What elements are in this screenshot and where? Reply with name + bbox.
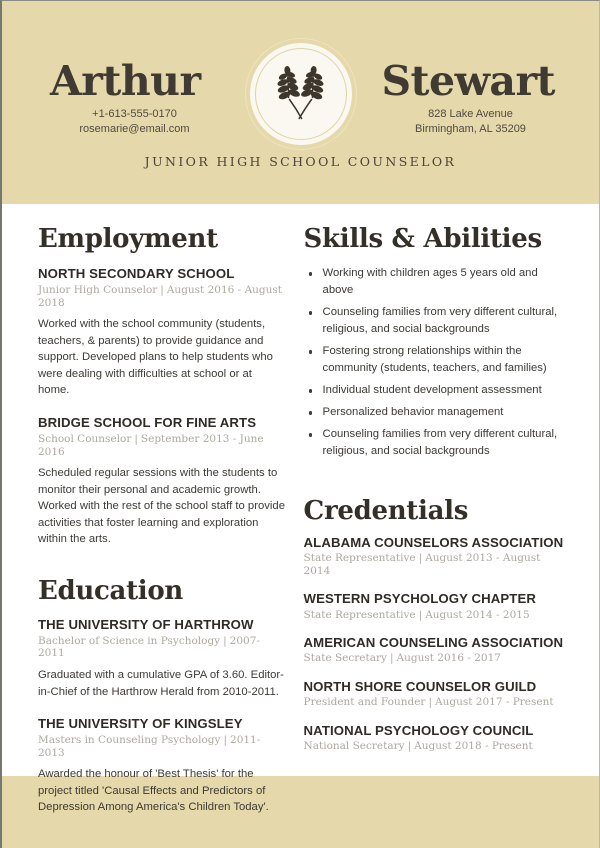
employment-description: Scheduled regular sessions with the students to monitor their personal and academic growth. Worked with the rest of the school staff to provide activities that foster learning and exploration within the arts. xyxy=(38,467,285,546)
credential-meta xyxy=(304,652,569,665)
meta-separator: | xyxy=(160,284,164,297)
meta-separator: | xyxy=(389,652,394,665)
education-description: Awarded the honour of 'Best Thesis' for the project titled 'Causal Effects and Predictors of Depression Among America's Children Today'. xyxy=(38,768,269,814)
skill-item: Counseling families from very different cultural, religious, and social backgrounds xyxy=(304,426,569,460)
first-name: Arthur xyxy=(50,56,201,105)
credential-meta xyxy=(304,609,569,622)
city-state-zip: Birmingham, AL 35209 xyxy=(415,123,526,135)
job-title: JUNIOR HIGH SCHOOL COUNSELOR xyxy=(144,154,457,169)
education-meta xyxy=(38,734,286,759)
credential-role: National Secretary xyxy=(303,739,405,752)
credential-org: AMERICAN COUNSELING ASSOCIATION xyxy=(303,635,564,651)
credential-entry xyxy=(304,723,569,753)
section-title-skills: Skills & Abilities xyxy=(303,224,542,254)
education-degree: Bachelor of Science in Psychology xyxy=(38,634,221,647)
education-meta xyxy=(38,635,286,660)
street-address: 828 Lake Avenue xyxy=(428,108,513,120)
education-entry xyxy=(38,617,286,700)
employment-role: Junior High Counselor xyxy=(38,284,158,297)
contact-left xyxy=(32,107,227,137)
credential-meta xyxy=(304,552,569,577)
phone-number: +1-613-555-0170 xyxy=(92,108,177,120)
meta-separator: | xyxy=(134,433,138,446)
employment-dates: September 2013 - June 2016 xyxy=(38,433,264,458)
left-column xyxy=(22,224,304,814)
credential-org: ALABAMA COUNSELORS ASSOCIATION xyxy=(303,535,564,550)
credential-dates: August 2014 - 2015 xyxy=(425,608,530,621)
skill-item: Individual student development assessment xyxy=(304,382,569,399)
credential-entry xyxy=(304,635,569,665)
education-dates: 2007-2011 xyxy=(38,634,260,660)
education-description: Graduated with a cumulative GPA of 3.60. Editor-in-Chief of the Harthrow Herald from 2010-2011. xyxy=(38,669,284,698)
resume-body xyxy=(2,204,599,814)
employment-dates: August 2016 - August 2018 xyxy=(38,284,283,309)
credential-dates: August 2013 - August 2014 xyxy=(303,552,541,577)
meta-separator: | xyxy=(418,608,423,621)
credential-dates: August 2017 - Present xyxy=(435,696,554,709)
section-title-education: Education xyxy=(38,575,184,606)
credential-org: NORTH SHORE COUNSELOR GUILD xyxy=(303,678,537,694)
section-title-credentials: Credentials xyxy=(303,496,469,526)
section-title-employment: Employment xyxy=(38,224,218,254)
credential-role: State Secretary xyxy=(303,652,387,665)
skill-item: Personalized behavior management xyxy=(304,404,569,421)
education-degree: Masters in Counseling Psychology xyxy=(38,734,221,747)
name-row xyxy=(2,1,599,111)
credential-org: NATIONAL PSYCHOLOGY COUNCIL xyxy=(303,722,534,738)
last-name: Stewart xyxy=(381,56,555,105)
email-address[interactable]: rosemarie@email.com xyxy=(79,123,190,135)
employment-org: NORTH SECONDARY SCHOOL xyxy=(38,266,235,281)
employment-meta xyxy=(38,433,286,458)
employment-entry xyxy=(38,266,286,399)
credential-role: President and Founder xyxy=(303,696,426,709)
employment-entry xyxy=(38,415,286,548)
employment-description: Worked with the school community (students, teachers, & parents) to provide guidance and support. Developed plans to help students who were dealing with difficulties at school or at home. xyxy=(38,318,273,397)
skills-list xyxy=(304,265,569,460)
skill-item: Counseling families from very different cultural, religious, and social backgrounds xyxy=(304,304,569,338)
credential-entry xyxy=(304,591,569,621)
resume-header xyxy=(2,1,599,204)
education-org: THE UNIVERSITY OF HARTHROW xyxy=(38,616,254,632)
credential-entry xyxy=(304,535,569,577)
credential-dates: August 2016 - 2017 xyxy=(396,652,501,665)
skill-item: Working with children ages 5 years old and above xyxy=(304,265,569,299)
contact-right xyxy=(378,107,569,137)
credential-dates: August 2018 - Present xyxy=(414,739,533,752)
credential-role: State Representative xyxy=(303,552,416,565)
credential-role: State Representative xyxy=(303,608,416,621)
education-entry xyxy=(38,716,286,816)
meta-separator: | xyxy=(223,634,227,647)
credential-meta xyxy=(304,696,569,709)
employment-meta xyxy=(38,284,286,309)
credential-meta xyxy=(304,740,569,753)
right-column xyxy=(304,226,579,776)
meta-separator: | xyxy=(407,739,412,752)
employment-role: School Counselor xyxy=(38,433,132,446)
skill-item: Fostering strong relationships within the community (students, teachers, and families) xyxy=(304,343,569,377)
meta-separator: | xyxy=(418,552,423,565)
employment-org: BRIDGE SCHOOL FOR FINE ARTS xyxy=(38,414,257,430)
contact-row xyxy=(2,107,599,137)
education-org: THE UNIVERSITY OF KINGSLEY xyxy=(38,716,243,732)
meta-separator: | xyxy=(223,734,228,747)
education-dates: 2011-2013 xyxy=(38,734,261,759)
meta-separator: | xyxy=(428,696,432,709)
credential-entry xyxy=(304,679,569,709)
credential-org: WESTERN PSYCHOLOGY CHAPTER xyxy=(303,591,536,607)
